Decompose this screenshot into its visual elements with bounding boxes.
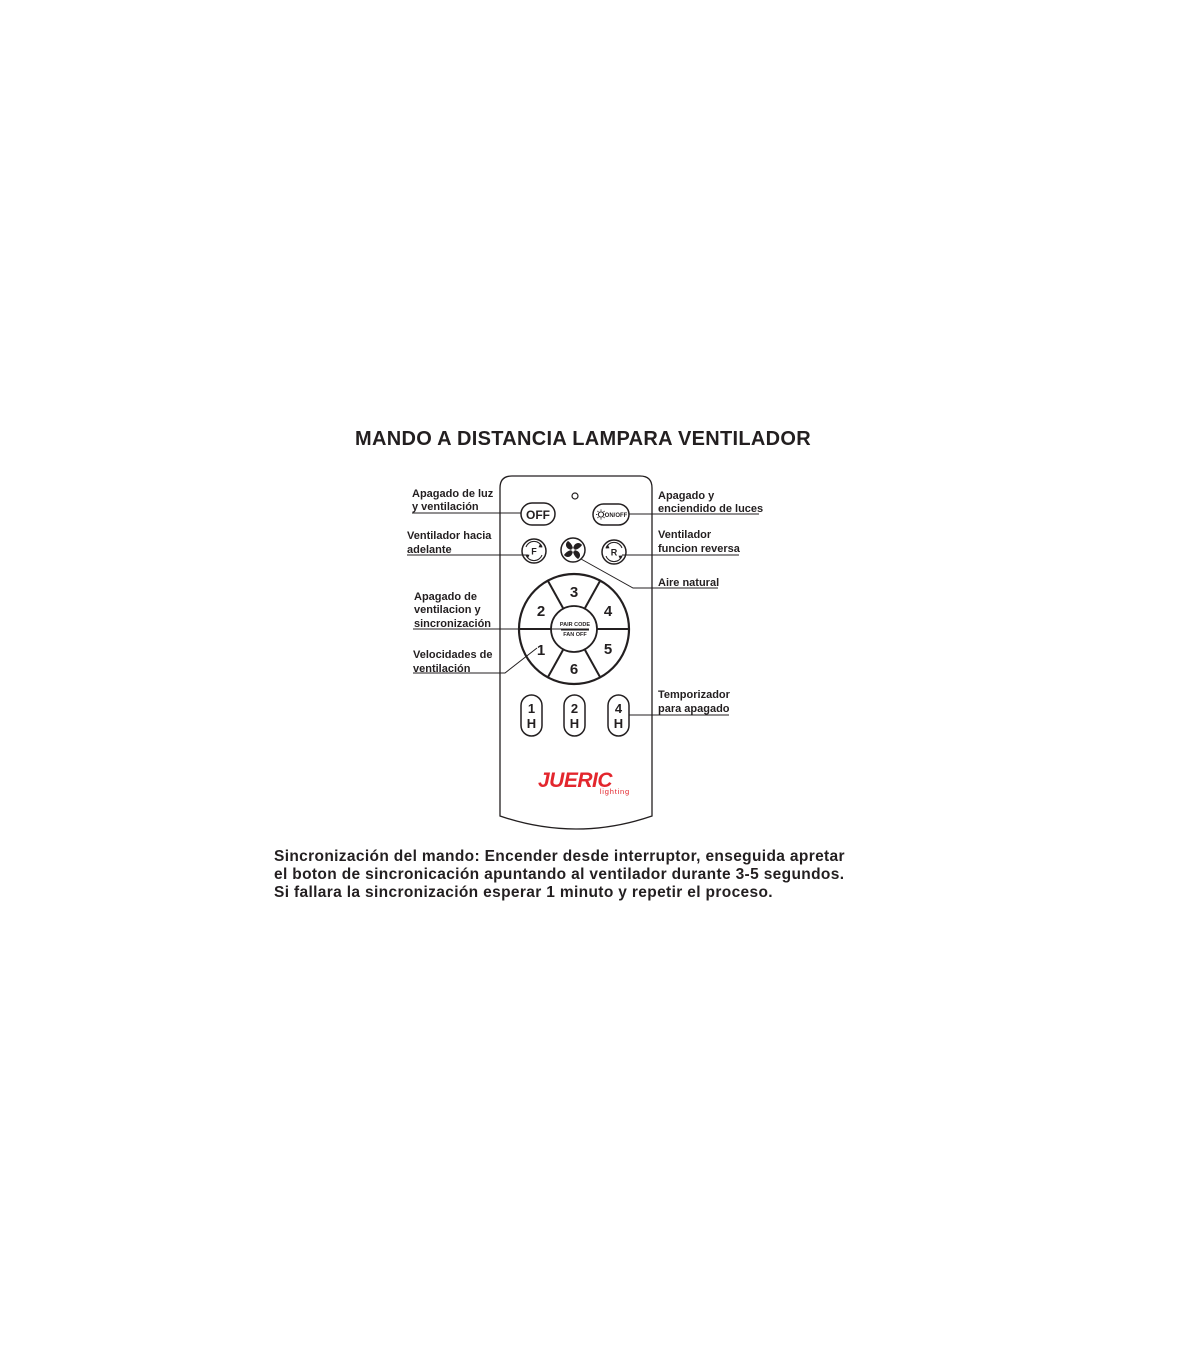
sync-instructions-line-1: Sincronización del mando: Encender desde interruptor, enseguida apretar (274, 848, 845, 865)
page-title: MANDO A DISTANCIA LAMPARA VENTILADOR (355, 428, 811, 450)
speed-button-4[interactable]: 4 (603, 603, 613, 620)
timer-4h-number: 4 (614, 701, 623, 716)
speed-button-6[interactable]: 6 (569, 661, 579, 678)
speed-button-3[interactable]: 3 (569, 584, 579, 601)
timer-2h-unit: H (569, 716, 580, 731)
off-button-label: OFF (526, 508, 550, 522)
speed-button-2[interactable]: 2 (536, 603, 546, 620)
callout-natural: Aire natural (658, 577, 720, 589)
light-on-off-button[interactable] (593, 504, 629, 525)
timer-4h-unit: H (613, 716, 624, 731)
timer-button-2h[interactable] (564, 695, 585, 736)
sync-instructions (274, 848, 954, 902)
reverse-button[interactable] (602, 540, 626, 564)
sync-instructions-line-2: el boton de sincronicación apuntando al ventilador durante 3-5 segundos. (274, 866, 845, 883)
speed-button-1[interactable]: 1 (536, 642, 546, 659)
light-on-off-label: ON/OFF (604, 513, 628, 519)
timer-1h-number: 1 (527, 701, 536, 716)
timer-button-1h[interactable] (521, 695, 542, 736)
pair-code-label: PAIR CODE (559, 622, 591, 628)
callout-timer: Temporizador para apagado (658, 689, 730, 715)
callout-speeds: Velocidades de ventilación (413, 649, 493, 675)
sync-instructions-line-3: Si fallara la sincronización esperar 1 minuto y repetir el proceso. (274, 884, 773, 901)
speed-button-5[interactable]: 5 (603, 641, 613, 658)
timer-2h-number: 2 (570, 701, 579, 716)
indicator-led (572, 493, 578, 499)
callout-off: Apagado de luz y ventilación (412, 488, 494, 513)
callout-reverse: Ventilador funcion reversa (658, 529, 740, 555)
forward-button-label: F (531, 546, 537, 557)
callout-forward: Ventilador hacia adelante (407, 530, 492, 556)
timer-1h-unit: H (526, 716, 537, 731)
callout-pair: Apagado de ventilacion y sincronización (414, 591, 492, 630)
timer-button-4h[interactable] (608, 695, 629, 736)
fan-off-label: FAN OFF (563, 632, 587, 638)
brand-name: JUERIC (537, 769, 613, 792)
callout-light: Apagado y encіendido de luces (658, 490, 764, 515)
forward-button[interactable] (522, 539, 546, 563)
off-button[interactable] (521, 503, 555, 525)
natural-air-button[interactable] (561, 538, 585, 562)
brand-sub: lighting (599, 787, 630, 796)
reverse-button-label: R (610, 547, 618, 558)
